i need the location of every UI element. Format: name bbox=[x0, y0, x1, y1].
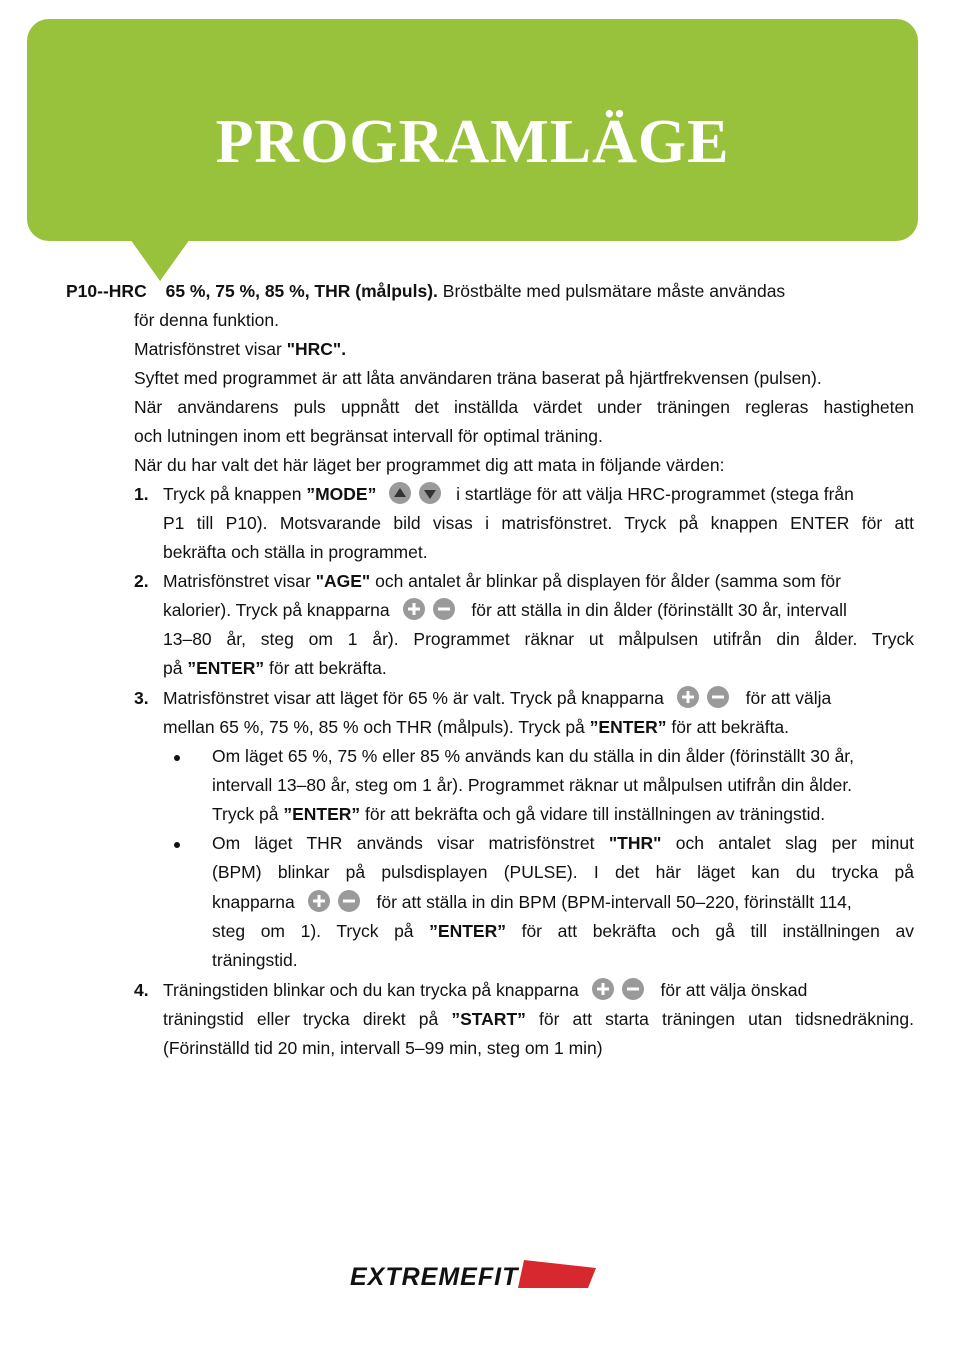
svg-text:EXTREMEFIT: EXTREMEFIT bbox=[350, 1263, 519, 1291]
bullet-2-line-2: (BPM) blinkar på pulsdisplayen (PULSE). I det här läget kan du trycka på bbox=[212, 862, 914, 882]
banner-tail bbox=[130, 239, 190, 281]
step-4-number: 4. bbox=[134, 980, 149, 1000]
intro-line-2: för denna funktion. bbox=[134, 310, 279, 330]
step-1-line-2: P1 till P10). Motsvarande bild visas i matrisfönstret. Tryck på knappen ENTER för att bbox=[163, 513, 914, 533]
plus-button-icon bbox=[677, 686, 699, 708]
intro-line-6: och lutningen inom ett begränsat intervall för optimal träning. bbox=[134, 426, 603, 446]
minus-button-icon bbox=[707, 686, 729, 708]
step-3-line-2: mellan 65 %, 75 %, 85 % och THR (målpuls). Tryck på ”ENTER” för att bekräfta. bbox=[163, 717, 790, 737]
minus-button-icon bbox=[622, 978, 644, 1000]
arrow-down-button-icon bbox=[419, 482, 441, 504]
plus-button-icon bbox=[592, 978, 614, 1000]
minus-button-icon bbox=[433, 598, 455, 620]
bullet-2-line-3: knapparna för att ställa in din BPM (BPM-intervall 50–220, förinställt 114, bbox=[212, 892, 852, 912]
bullet-1-line-3: Tryck på ”ENTER” för att bekräfta och gå vidare till inställningen av träningstid. bbox=[212, 804, 826, 824]
page-title: PROGRAMLÄGE bbox=[215, 108, 730, 176]
step-4-line-3: (Förinställd tid 20 min, intervall 5–99 min, steg om 1 min) bbox=[163, 1038, 603, 1058]
intro-line-5: När användarens puls uppnått det inställda värdet under träningen regleras hastigheten bbox=[134, 397, 914, 417]
step-4-line-1: Träningstiden blinkar och du kan trycka på knapparna för att välja önskad bbox=[163, 980, 808, 1000]
bullet-2 bbox=[174, 842, 180, 848]
step-3-line-1: Matrisfönstret visar att läget för 65 % är valt. Tryck på knapparna för att välja bbox=[163, 688, 832, 708]
program-code: P10--HRC bbox=[66, 281, 147, 301]
bullet-1-line-2: intervall 13–80 år, steg om 1 år). Programmet räknar ut målpulsen utifrån din ålder. bbox=[212, 775, 853, 795]
intro-line-4: Syftet med programmet är att låta användaren träna baserat på hjärtfrekvensen (pulsen). bbox=[134, 368, 822, 388]
step-2-line-4: på ”ENTER” för att bekräfta. bbox=[163, 658, 387, 678]
bullet-2-line-1: Om läget THR används visar matrisfönstret "THR" och antalet slag per minut bbox=[212, 833, 914, 853]
bullet-1 bbox=[174, 755, 180, 761]
step-2-line-3: 13–80 år, steg om 1 år). Programmet räknar ut målpulsen utifrån din ålder. Tryck bbox=[163, 629, 914, 649]
step-1-line-1: Tryck på knappen ”MODE” i startläge för att välja HRC-programmet (stega från bbox=[163, 484, 854, 504]
step-4-line-2: träningstid eller trycka direkt på ”START” för att starta träningen utan tidsnedräkning. bbox=[163, 1009, 914, 1029]
plus-button-icon bbox=[403, 598, 425, 620]
extremefit-logo bbox=[348, 1258, 598, 1299]
bullet-1-line-1: Om läget 65 %, 75 % eller 85 % används kan du ställa in din ålder (förinställt 30 år, bbox=[212, 746, 855, 766]
step-1-line-3: bekräfta och ställa in programmet. bbox=[163, 542, 428, 562]
arrow-up-button-icon bbox=[389, 482, 411, 504]
intro-line-3: Matrisfönstret visar "HRC". bbox=[134, 339, 347, 359]
intro-line-7: När du har valt det här läget ber programmet dig att mata in följande värden: bbox=[134, 455, 725, 475]
program-modes: 65 %, 75 %, 85 %, THR (målpuls). bbox=[165, 281, 438, 301]
intro-line-1: P10--HRC 65 %, 75 %, 85 %, THR (målpuls). Bröstbälte med pulsmätare måste användas bbox=[66, 281, 786, 301]
step-2-line-1: Matrisfönstret visar "AGE" och antalet år blinkar på displayen för ålder (samma som för bbox=[163, 571, 841, 591]
bullet-2-line-5: träningstid. bbox=[212, 950, 298, 970]
plus-button-icon bbox=[308, 890, 330, 912]
title-banner bbox=[27, 19, 918, 241]
bullet-2-line-4: steg om 1). Tryck på ”ENTER” för att bekräfta och gå till inställningen av bbox=[212, 921, 914, 941]
step-3-number: 3. bbox=[134, 688, 149, 708]
mode-label: ”MODE” bbox=[306, 484, 377, 504]
minus-button-icon bbox=[338, 890, 360, 912]
step-2-line-2: kalorier). Tryck på knapparna för att ställa in din ålder (förinställt 30 år, intervall bbox=[163, 600, 847, 620]
step-2-number: 2. bbox=[134, 571, 149, 591]
step-1-number: 1. bbox=[134, 484, 149, 504]
